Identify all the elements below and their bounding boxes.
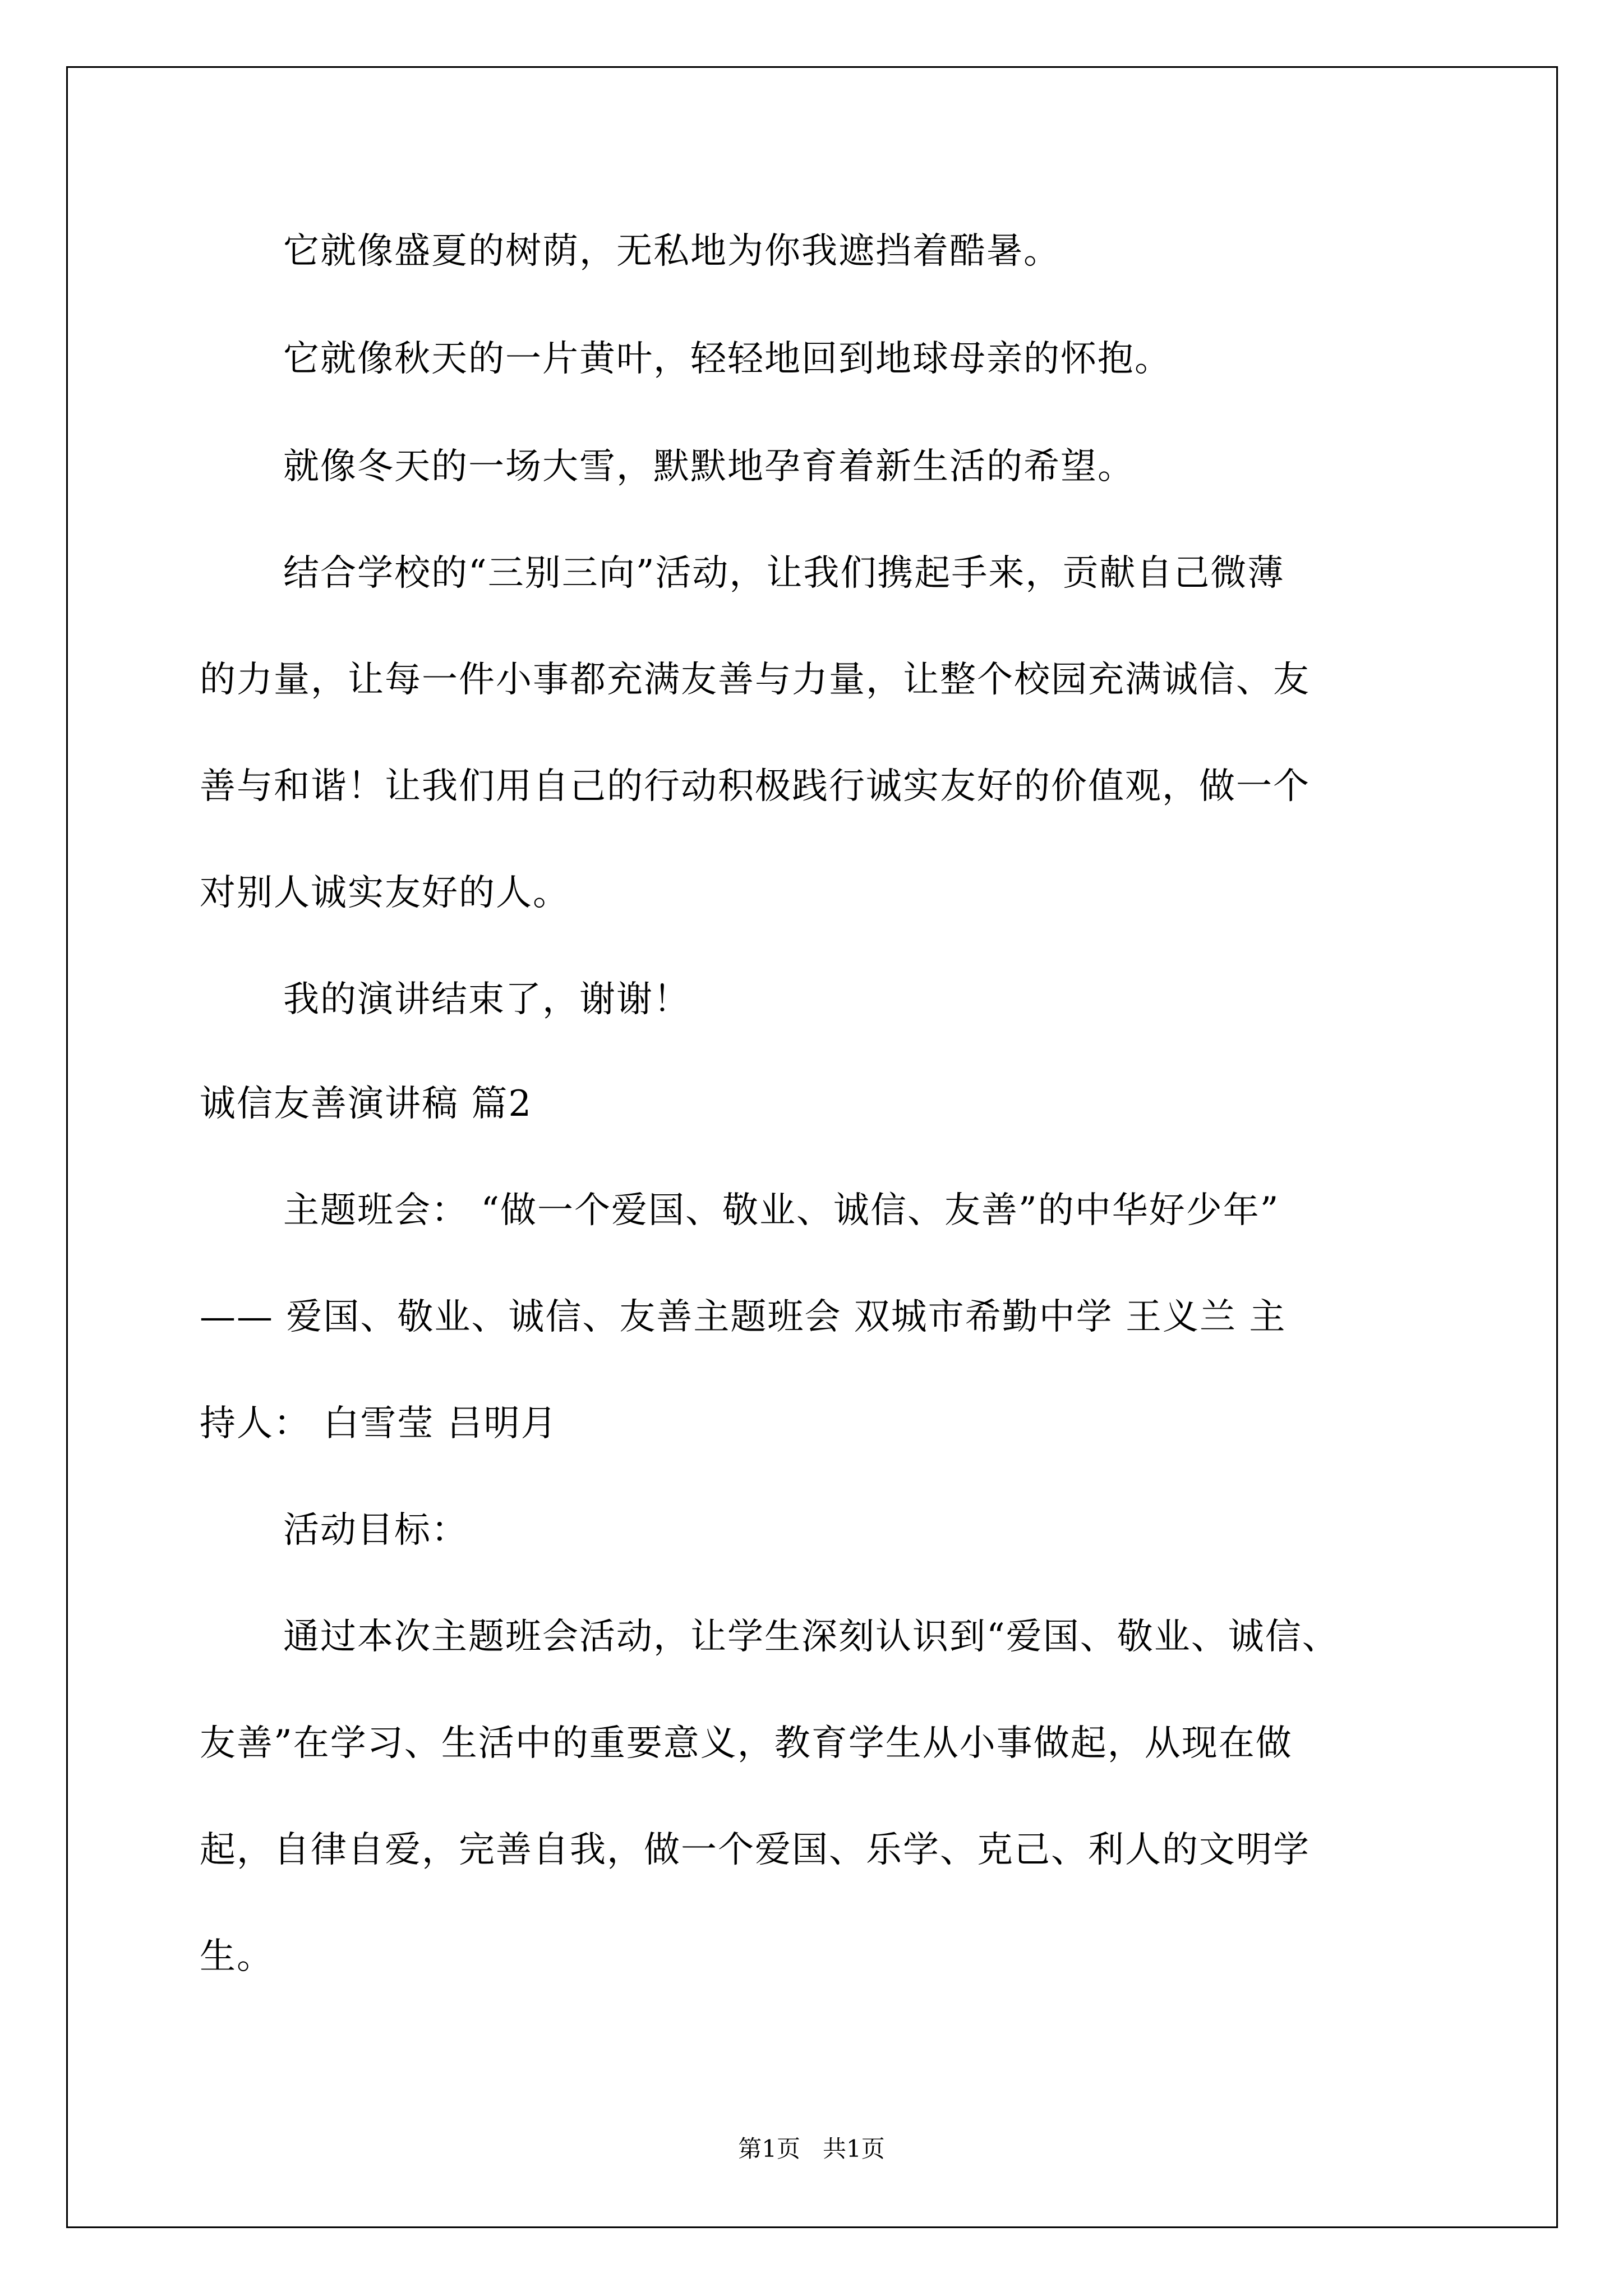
paragraph-line: 它就像秋天的一片黄叶，轻轻地回到地球母亲的怀抱。 (283, 338, 1172, 380)
paragraph-line: 它就像盛夏的树荫，无私地为你我遮挡着酷暑。 (283, 231, 1061, 272)
paragraph-line: 起，自律自爱，完善自我，做一个爱国、乐学、克己、利人的文明学 (200, 1829, 1310, 1871)
paragraph-line: 活动目标： (283, 1510, 468, 1551)
paragraph-line: 生。 (200, 1936, 274, 1977)
paragraph-line: 通过本次主题班会活动，让学生深刻认识到“爱国、敬业、诚信、 (283, 1616, 1339, 1658)
paragraph-line: 我的演讲结束了，谢谢！ (283, 979, 690, 1020)
page-border (66, 66, 1558, 2228)
paragraph-line: 对别人诚实友好的人。 (200, 872, 570, 914)
paragraph-line: 持人： 白雪莹 吕明月 (200, 1403, 558, 1444)
section-heading: 诚信友善演讲稿 篇2 (200, 1083, 533, 1125)
paragraph-line: 的力量，让每一件小事都充满友善与力量，让整个校园充满诚信、友 (200, 659, 1310, 701)
paragraph-line: 善与和谐！让我们用自己的行动积极践行诚实友好的价值观，做一个 (200, 766, 1310, 807)
paragraph-line: 结合学校的“三别三向”活动，让我们携起手来，贡献自己微薄 (283, 553, 1285, 594)
paragraph-line: 主题班会： “做一个爱国、敬业、诚信、友善”的中华好少年” (283, 1190, 1280, 1231)
paragraph-line: 友善”在学习、生活中的重要意义，教育学生从小事做起，从现在做 (200, 1723, 1293, 1764)
page-footer: 第1页 共1页 (738, 2135, 885, 2162)
paragraph-line: 就像冬天的一场大雪，默默地孕育着新生活的希望。 (283, 446, 1135, 487)
paragraph-line: —— 爱国、敬业、诚信、友善主题班会 双城市希勤中学 王义兰 主 (200, 1296, 1287, 1338)
